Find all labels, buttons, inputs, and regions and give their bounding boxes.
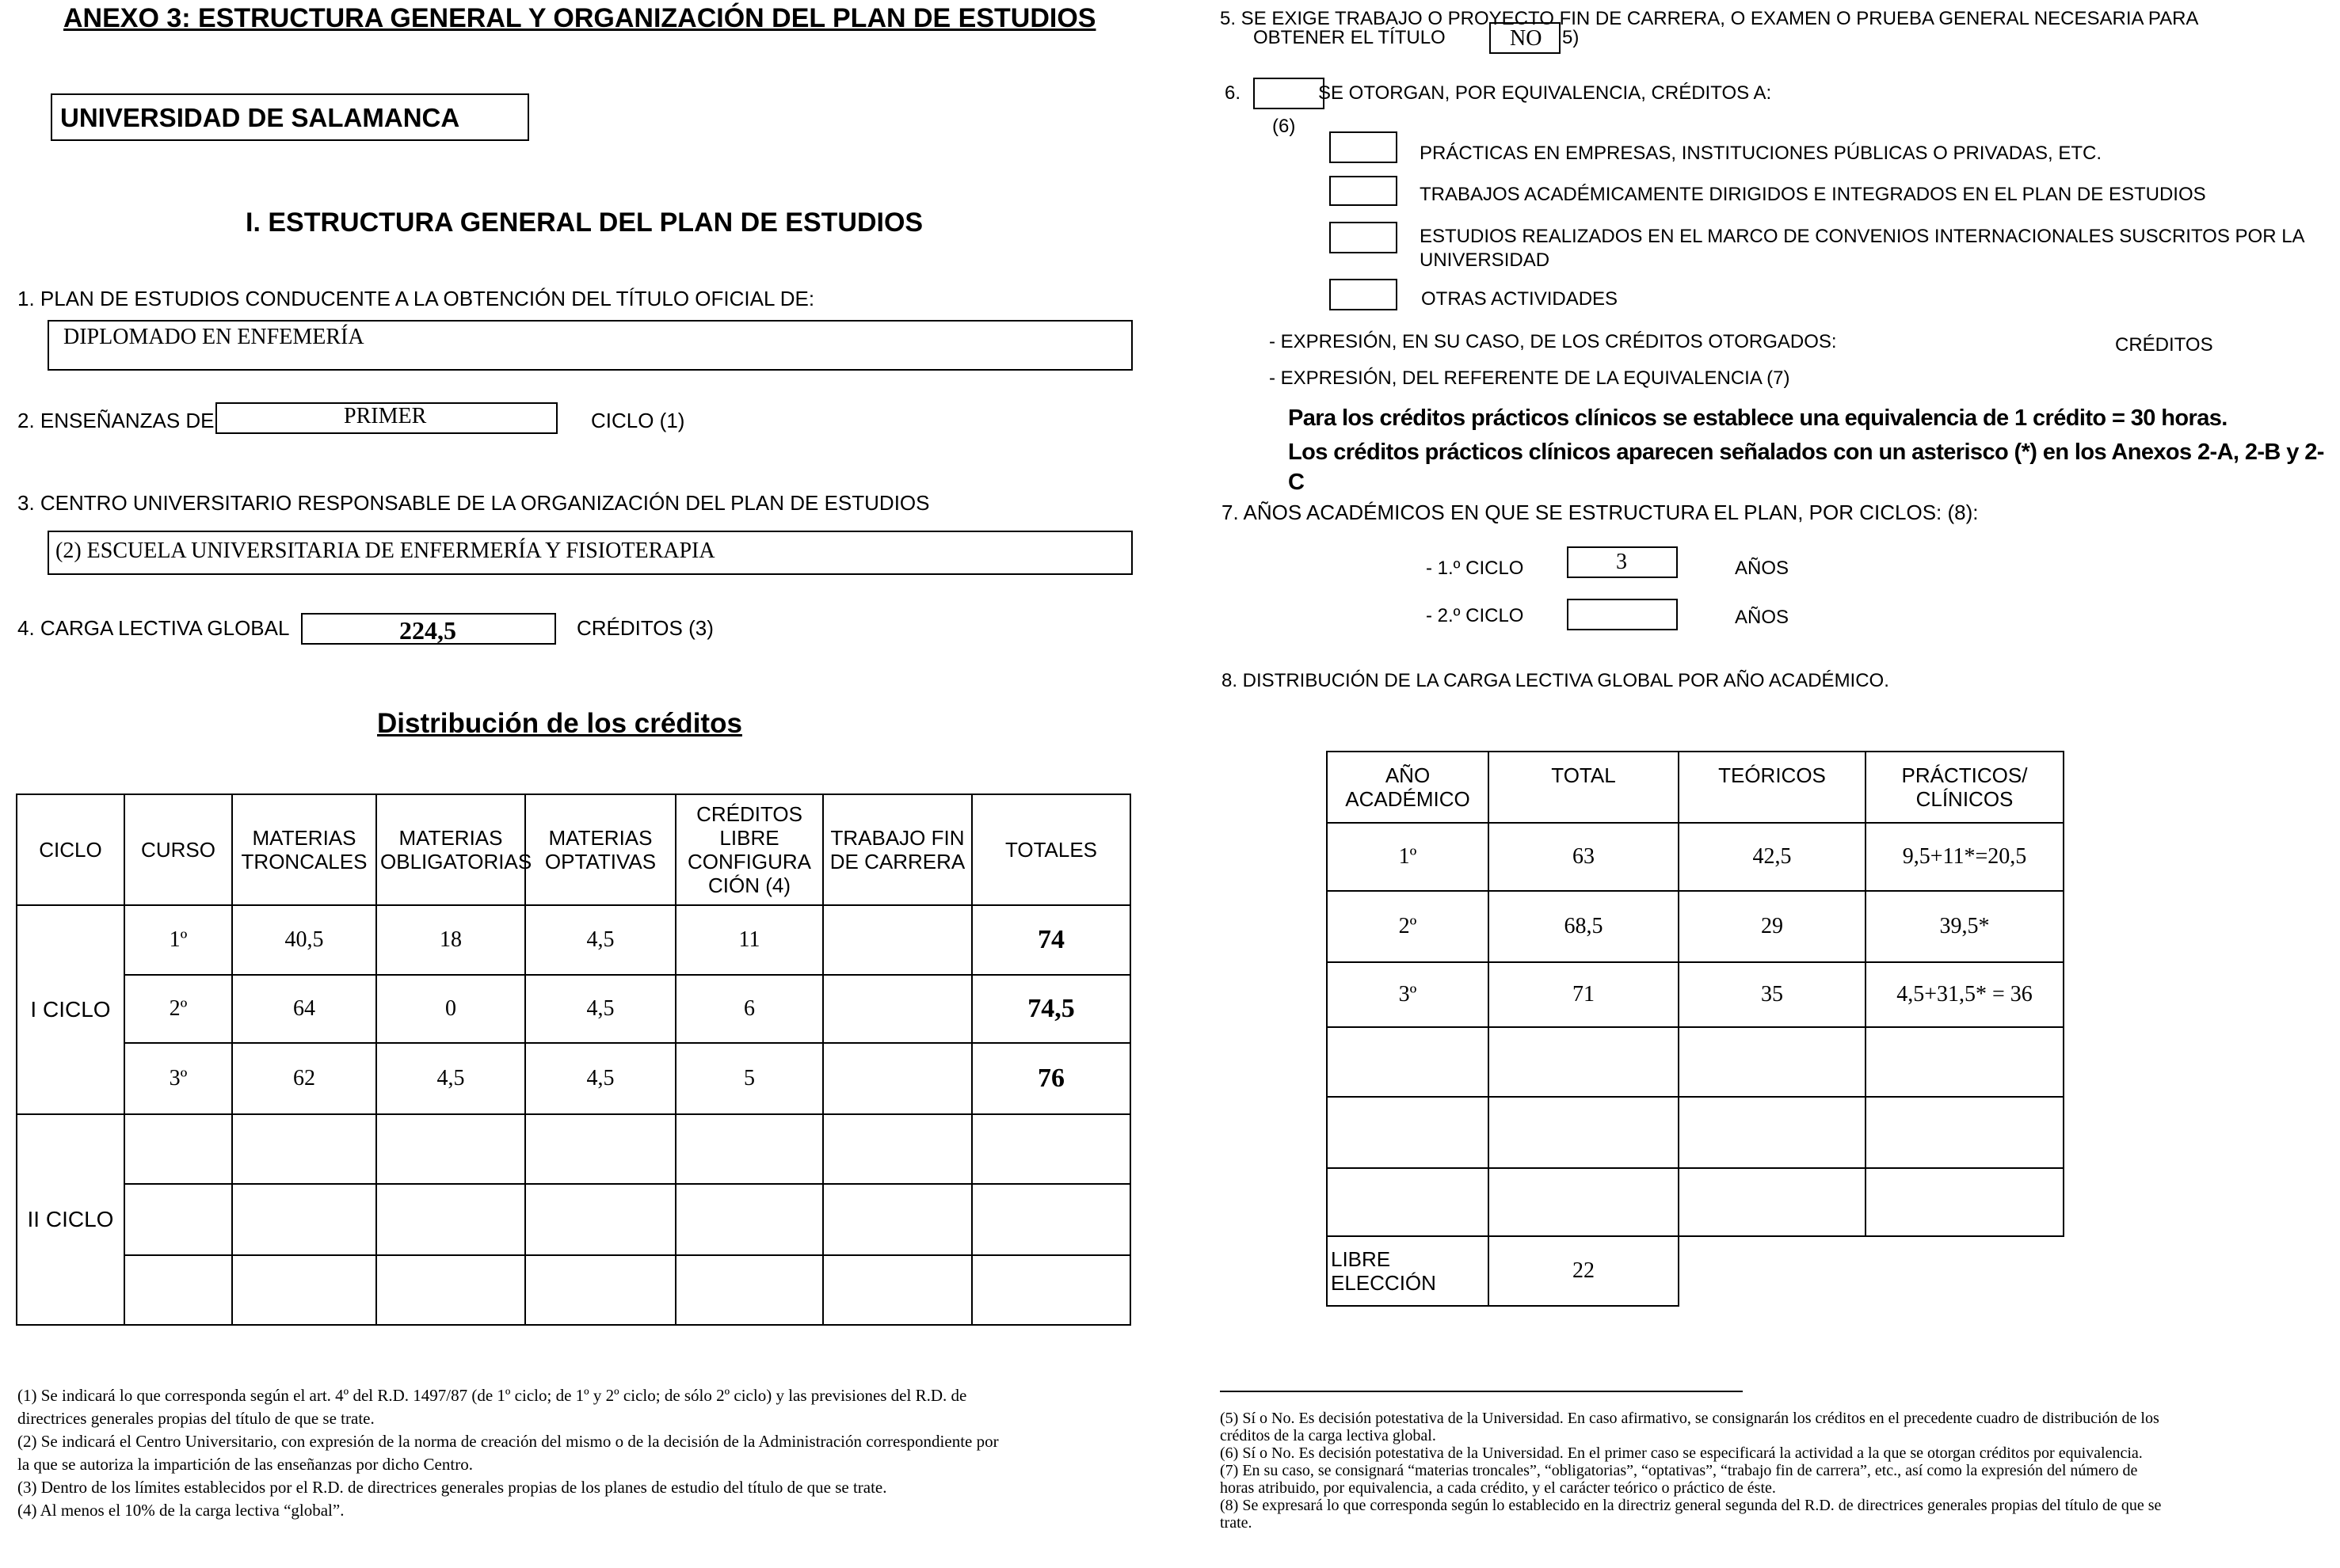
q4-value: 224,5 (399, 616, 456, 645)
year1-teoricos: 42,5 (1679, 823, 1866, 891)
header-libre-configuracion: CRÉDITOS LIBRE CONFIGURA CIÓN (4) (676, 794, 823, 905)
header-curso: CURSO (124, 794, 232, 905)
table-row (17, 1255, 1130, 1325)
q5-value: NO (1510, 26, 1542, 51)
q4-field (301, 613, 556, 645)
table-row (1327, 1236, 2064, 1306)
section-title: I. ESTRUCTURA GENERAL DEL PLAN DE ESTUDIOS (246, 207, 924, 238)
year2-total: 68,5 (1488, 891, 1679, 962)
row2-totales: 74,5 (972, 975, 1130, 1043)
row3-troncales: 62 (232, 1043, 376, 1114)
year2: 2º (1327, 891, 1488, 962)
year2-teoricos: 29 (1679, 891, 1866, 962)
q6-text: SE OTORGAN, POR EQUIVALENCIA, CRÉDITOS A: (1318, 82, 1772, 104)
q7-cycle1-label: - 1.º CICLO (1426, 558, 1524, 579)
libre-eleccion-value: 22 (1488, 1236, 1679, 1306)
header-trabajo-fin: TRABAJO FIN DE CARRERA (823, 794, 972, 905)
row2-optativas: 4,5 (525, 975, 676, 1043)
q5-line1: 5. SE EXIGE TRABAJO O PROYECTO FIN DE CARRERA, O EXAMEN O PRUEBA GENERAL NECESARIA PARA (1220, 8, 2199, 29)
header-totales: TOTALES (972, 794, 1130, 905)
year3-teoricos: 35 (1679, 962, 1866, 1027)
q7-cycle1-unit: AÑOS (1735, 558, 1789, 579)
year3-total: 71 (1488, 962, 1679, 1027)
row2-trabajo (823, 975, 972, 1043)
table-row (1327, 823, 2064, 891)
q5-note: 5) (1562, 27, 1580, 48)
q7-cycle1-field (1567, 546, 1678, 578)
footnote-6: (6) Sí o No. Es decisión potestativa de la Universidad. En el primer caso se especificará la actividad a la que se otorgan créditos por equivalencia. (1220, 1444, 2143, 1462)
footnote-1: (1) Se indicará lo que corresponda según el art. 4º del R.D. 1497/87 (de 1º ciclo; de 1º y 2º ciclo; de sólo 2º ciclo) y las previsiones del R.D. de directrices generales propias del título de que se trate. (17, 1386, 967, 1428)
expr1-suffix: CRÉDITOS (2115, 334, 2213, 356)
q7-cycle2-label: - 2.º CICLO (1426, 605, 1524, 626)
q5-line2: OBTENER EL TÍTULO (1253, 27, 1446, 48)
libre-eleccion-label: LIBRE ELECCIÓN (1327, 1236, 1488, 1306)
q7-cycle2-unit: AÑOS (1735, 607, 1789, 628)
option-4-label: OTRAS ACTIVIDADES (1421, 288, 1618, 310)
header-obligatorias: MATERIAS OBLIGATORIAS (376, 794, 525, 905)
table-row (1327, 1027, 2064, 1097)
table-row (1327, 1168, 2064, 1236)
row2-libre: 6 (676, 975, 823, 1043)
footnote-7: (7) En su caso, se consignará “materias troncales”, “obligatorias”, “optativas”, “trabajo fin de carrera”, etc., así como la expresión del número de horas atribuido, por equivalencia, a cada crédito, y el carácter teórico o práctico de éste. (1220, 1462, 2138, 1497)
q6-field (1253, 78, 1324, 109)
q6-label: 6. (1225, 82, 1241, 104)
row2-troncales: 64 (232, 975, 376, 1043)
header-teoricos: TEÓRICOS (1679, 752, 1866, 823)
footnote-3: (3) Dentro de los límites establecidos por el R.D. de directrices generales propias de los planes de estudio del título de que se trate. (17, 1478, 887, 1497)
row3-obligatorias: 4,5 (376, 1043, 525, 1114)
table-row (17, 1043, 1130, 1114)
university-box (51, 93, 529, 141)
expr1-label: - EXPRESIÓN, EN SU CASO, DE LOS CRÉDITOS OTORGADOS: (1269, 331, 1837, 352)
q2-field (215, 402, 558, 434)
q4-suffix: CRÉDITOS (3) (577, 616, 714, 640)
q1-label: 1. PLAN DE ESTUDIOS CONDUCENTE A LA OBTENCIÓN DEL TÍTULO OFICIAL DE: (17, 287, 815, 310)
credits-distribution-table (16, 794, 1131, 1326)
q1-field (48, 320, 1133, 371)
header-optativas: MATERIAS OPTATIVAS (525, 794, 676, 905)
q8-label: 8. DISTRIBUCIÓN DE LA CARGA LECTIVA GLOBAL POR AÑO ACADÉMICO. (1221, 670, 1889, 691)
row1-obligatorias: 18 (376, 905, 525, 975)
ciclo-2-label: II CICLO (17, 1114, 124, 1325)
q7-cycle1-value: 3 (1616, 550, 1627, 574)
q3-field (48, 531, 1133, 575)
q2-value: PRIMER (344, 404, 427, 428)
footnote-divider (1220, 1391, 1743, 1392)
row1-troncales: 40,5 (232, 905, 376, 975)
header-ciclo: CICLO (17, 794, 124, 905)
clinical-note-2: Los créditos prácticos clínicos aparecen señalados con un asterisco (*) en los Anexos 2-A, 2-B y 2-C (1288, 440, 2324, 495)
q4-label: 4. CARGA LECTIVA GLOBAL (17, 616, 290, 640)
q3-value: (2) ESCUELA UNIVERSITARIA DE ENFERMERÍA Y FISIOTERAPIA (55, 539, 715, 563)
year3: 3º (1327, 962, 1488, 1027)
table-row (17, 975, 1130, 1043)
table-row (17, 905, 1130, 975)
year1-practicos: 9,5+11*=20,5 (1866, 823, 2064, 891)
q1-value: DIPLOMADO EN ENFEMERÍA (63, 325, 364, 349)
row3-optativas: 4,5 (525, 1043, 676, 1114)
table-row (1327, 962, 2064, 1027)
q3-label: 3. CENTRO UNIVERSITARIO RESPONSABLE DE LA ORGANIZACIÓN DEL PLAN DE ESTUDIOS (17, 491, 930, 515)
academic-year-table (1326, 751, 2064, 1307)
q6-note: (6) (1272, 116, 1296, 137)
q7-label: 7. AÑOS ACADÉMICOS EN QUE SE ESTRUCTURA EL PLAN, POR CICLOS: (8): (1221, 500, 1979, 524)
row1-trabajo (823, 905, 972, 975)
header-practicos: PRÁCTICOS/ CLÍNICOS (1866, 752, 2064, 823)
row1-totales: 74 (972, 905, 1130, 975)
row1-curso: 1º (124, 905, 232, 975)
row2-obligatorias: 0 (376, 975, 525, 1043)
q2-label: 2. ENSEÑANZAS DE (17, 409, 215, 432)
university-name: UNIVERSIDAD DE SALAMANCA (60, 103, 460, 132)
option-2-label: TRABAJOS ACADÉMICAMENTE DIRIGIDOS E INTEGRADOS EN EL PLAN DE ESTUDIOS (1420, 184, 2206, 205)
footnote-2: (2) Se indicará el Centro Universitario, con expresión de la norma de creación del mismo o de la decisión de la Administración correspondiente por la que se autoriza la impartición de las enseñanzas por dicho Centro. (17, 1432, 999, 1474)
header-troncales: MATERIAS TRONCALES (232, 794, 376, 905)
row1-optativas: 4,5 (525, 905, 676, 975)
right-footnotes (1220, 1410, 2170, 1532)
option-2-checkbox (1329, 176, 1397, 206)
footnote-5: (5) Sí o No. Es decisión potestativa de la Universidad. En caso afirmativo, se consignarán los créditos en el precedente cuadro de distribución de los créditos de la carga lectiva global. (1220, 1410, 2159, 1444)
row3-curso: 3º (124, 1043, 232, 1114)
table-row (17, 1184, 1130, 1255)
q2-suffix: CICLO (1) (591, 409, 685, 432)
header-year: AÑO ACADÉMICO (1327, 752, 1488, 823)
row3-libre: 5 (676, 1043, 823, 1114)
q7-cycle2-field (1567, 599, 1678, 630)
row3-totales: 76 (972, 1043, 1130, 1114)
header-total: TOTAL (1488, 752, 1679, 823)
year1-total: 63 (1488, 823, 1679, 891)
q5-field (1489, 22, 1561, 54)
option-1-checkbox (1329, 131, 1397, 163)
left-footnotes (17, 1384, 1000, 1522)
row1-libre: 11 (676, 905, 823, 975)
footnote-8: (8) Se expresará lo que corresponda según lo establecido en la directriz general segunda del R.D. de directrices generales propias del título de que se trate. (1220, 1497, 2162, 1532)
ciclo-1-label: I CICLO (17, 905, 124, 1114)
footnote-4: (4) Al menos el 10% de la carga lectiva “global”. (17, 1501, 345, 1520)
table-row (17, 1114, 1130, 1184)
table-row (1327, 891, 2064, 962)
expr2-label: - EXPRESIÓN, DEL REFERENTE DE LA EQUIVALENCIA (7) (1269, 367, 1790, 389)
option-4-checkbox (1329, 279, 1397, 310)
distribution-title: Distribución de los créditos (377, 708, 742, 739)
option-3-checkbox (1329, 222, 1397, 253)
table-row (1327, 1097, 2064, 1168)
year2-practicos: 39,5* (1866, 891, 2064, 962)
option-1-label: PRÁCTICAS EN EMPRESAS, INSTITUCIONES PÚBLICAS O PRIVADAS, ETC. (1420, 143, 2102, 164)
year1: 1º (1327, 823, 1488, 891)
annex-title: ANEXO 3: ESTRUCTURA GENERAL Y ORGANIZACIÓN DEL PLAN DE ESTUDIOS (63, 3, 1096, 33)
year3-practicos: 4,5+31,5* = 36 (1866, 962, 2064, 1027)
row3-trabajo (823, 1043, 972, 1114)
row2-curso: 2º (124, 975, 232, 1043)
clinical-note-1: Para los créditos prácticos clínicos se establece una equivalencia de 1 crédito = 30 horas. (1288, 405, 2228, 431)
option-3-label: ESTUDIOS REALIZADOS EN EL MARCO DE CONVENIOS INTERNACIONALES SUSCRITOS POR LA UNIVERSIDAD (1420, 226, 2304, 271)
